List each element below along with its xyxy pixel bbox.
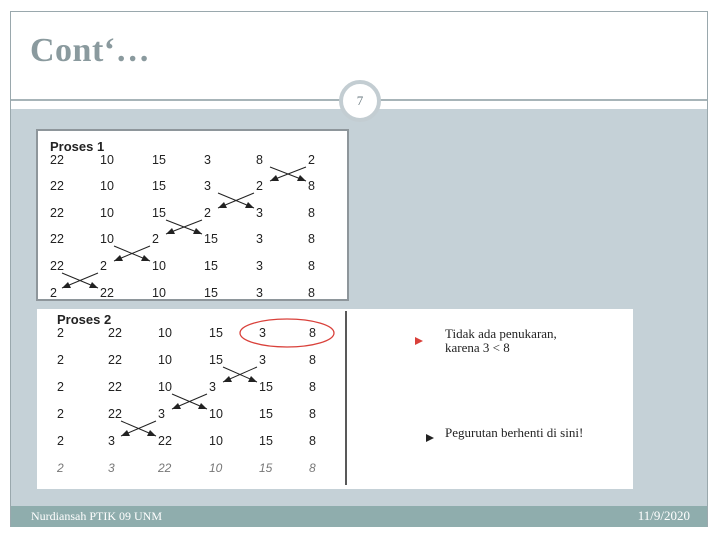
p1-r3-c5: 3 bbox=[256, 206, 263, 220]
p2-r2-c1: 2 bbox=[57, 353, 64, 367]
p2-swap-1 bbox=[223, 367, 257, 382]
p2-r5-c1: 2 bbox=[57, 434, 64, 448]
p2-r1-c4: 15 bbox=[209, 326, 223, 340]
p2-r3-c1: 2 bbox=[57, 380, 64, 394]
p1-r3-c4: 2 bbox=[204, 206, 211, 220]
p2-r5-c4: 10 bbox=[209, 434, 223, 448]
page-number-badge: 7 bbox=[339, 80, 381, 122]
p2-r5-c6: 8 bbox=[309, 434, 316, 448]
p1-r4-c6: 8 bbox=[308, 232, 315, 246]
p1-r5-c4: 15 bbox=[204, 259, 218, 273]
p2-r2-c2: 22 bbox=[108, 353, 122, 367]
p1-r2-c6: 8 bbox=[308, 179, 315, 193]
p1-r1-c4: 3 bbox=[204, 153, 211, 167]
p2-swap-3 bbox=[121, 421, 156, 436]
p1-r4-c4: 15 bbox=[204, 232, 218, 246]
p2-final-c1: 2 bbox=[57, 461, 64, 475]
p2-r1-c2: 22 bbox=[108, 326, 122, 340]
p2-r3-c3: 10 bbox=[158, 380, 172, 394]
note-1-arrow-icon bbox=[415, 337, 423, 345]
p1-r5-c2: 2 bbox=[100, 259, 107, 273]
p1-r4-c1: 22 bbox=[50, 232, 64, 246]
proses-2-svg bbox=[37, 309, 633, 489]
p2-r4-c5: 15 bbox=[259, 407, 273, 421]
p2-r3-c4: 3 bbox=[209, 380, 216, 394]
proses-1-heading: Proses 1 bbox=[50, 139, 105, 154]
footer-author: Nurdiansah PTIK 09 UNM bbox=[31, 509, 162, 523]
p1-r5-c1: 22 bbox=[50, 259, 64, 273]
p2-r1-c5: 3 bbox=[259, 326, 266, 340]
p1-r3-c3: 15 bbox=[152, 206, 166, 220]
p1-r3-c6: 8 bbox=[308, 206, 315, 220]
p1-r4-c5: 3 bbox=[256, 232, 263, 246]
p1-r1-c6: 2 bbox=[308, 153, 315, 167]
p1-r3-c2: 10 bbox=[100, 206, 114, 220]
note-stop: Pegurutan berhenti di sini! bbox=[445, 425, 584, 440]
p2-r4-c1: 2 bbox=[57, 407, 64, 421]
p1-r2-c3: 15 bbox=[152, 179, 166, 193]
p2-final-c4: 10 bbox=[209, 461, 223, 475]
p2-r5-c2: 3 bbox=[108, 434, 115, 448]
p2-r1-c6: 8 bbox=[309, 326, 316, 340]
p1-r1-c2: 10 bbox=[100, 153, 114, 167]
p2-r4-c3: 3 bbox=[158, 407, 165, 421]
p1-r6-c4: 15 bbox=[204, 286, 218, 299]
p1-r2-c4: 3 bbox=[204, 179, 211, 193]
proses-1-svg bbox=[38, 131, 347, 299]
p1-swap-2 bbox=[218, 193, 254, 208]
p1-r6-c1: 2 bbox=[50, 286, 57, 299]
note-no-swap-line1: Tidak ada penukaran, bbox=[445, 326, 557, 341]
p1-r2-c2: 10 bbox=[100, 179, 114, 193]
p2-r3-c5: 15 bbox=[259, 380, 273, 394]
p2-r3-c2: 22 bbox=[108, 380, 122, 394]
p1-r6-c2: 22 bbox=[100, 286, 114, 299]
p2-final-c5: 15 bbox=[259, 461, 273, 475]
p1-r4-c3: 2 bbox=[152, 232, 159, 246]
footer-date: 11/9/2020 bbox=[637, 508, 690, 523]
p2-r3-c6: 8 bbox=[309, 380, 316, 394]
p1-r5-c3: 10 bbox=[152, 259, 166, 273]
p2-final-c2: 3 bbox=[108, 461, 115, 475]
p2-r5-c3: 22 bbox=[158, 434, 172, 448]
p1-r1-c3: 15 bbox=[152, 153, 166, 167]
p1-r2-c5: 2 bbox=[256, 179, 263, 193]
p2-r2-c3: 10 bbox=[158, 353, 172, 367]
comparison-highlight-circle bbox=[240, 319, 334, 347]
p1-r1-c1: 22 bbox=[50, 153, 64, 167]
p2-r2-c5: 3 bbox=[259, 353, 266, 367]
p2-final-c3: 22 bbox=[158, 461, 172, 475]
p1-r5-c6: 8 bbox=[308, 259, 315, 273]
p1-r6-c5: 3 bbox=[256, 286, 263, 299]
p1-r1-c5: 8 bbox=[256, 153, 263, 167]
p2-r1-c1: 2 bbox=[57, 326, 64, 340]
p2-r4-c2: 22 bbox=[108, 407, 122, 421]
p2-r2-c6: 8 bbox=[309, 353, 316, 367]
note-2-arrow-icon bbox=[426, 434, 434, 442]
p1-swap-4 bbox=[114, 246, 150, 261]
p1-swap-3 bbox=[166, 220, 202, 234]
p2-r1-c3: 10 bbox=[158, 326, 172, 340]
slide-title: Cont‘… bbox=[30, 32, 151, 69]
p1-r2-c1: 22 bbox=[50, 179, 64, 193]
p2-r4-c6: 8 bbox=[309, 407, 316, 421]
p1-r3-c1: 22 bbox=[50, 206, 64, 220]
proses-2-figure bbox=[37, 309, 633, 489]
note-no-swap-line2: karena 3 < 8 bbox=[445, 340, 510, 355]
p1-r6-c3: 10 bbox=[152, 286, 166, 299]
p2-r5-c5: 15 bbox=[259, 434, 273, 448]
p2-final-c6: 8 bbox=[309, 461, 316, 475]
proses-2-heading: Proses 2 bbox=[57, 312, 112, 327]
p1-swap-1 bbox=[270, 167, 306, 181]
p1-r6-c6: 8 bbox=[308, 286, 315, 299]
p1-r5-c5: 3 bbox=[256, 259, 263, 273]
p1-r4-c2: 10 bbox=[100, 232, 114, 246]
proses-1-figure bbox=[36, 129, 349, 301]
p2-r4-c4: 10 bbox=[209, 407, 223, 421]
p1-swap-5 bbox=[62, 273, 98, 288]
p2-swap-2 bbox=[172, 394, 207, 409]
p2-r2-c4: 15 bbox=[209, 353, 223, 367]
